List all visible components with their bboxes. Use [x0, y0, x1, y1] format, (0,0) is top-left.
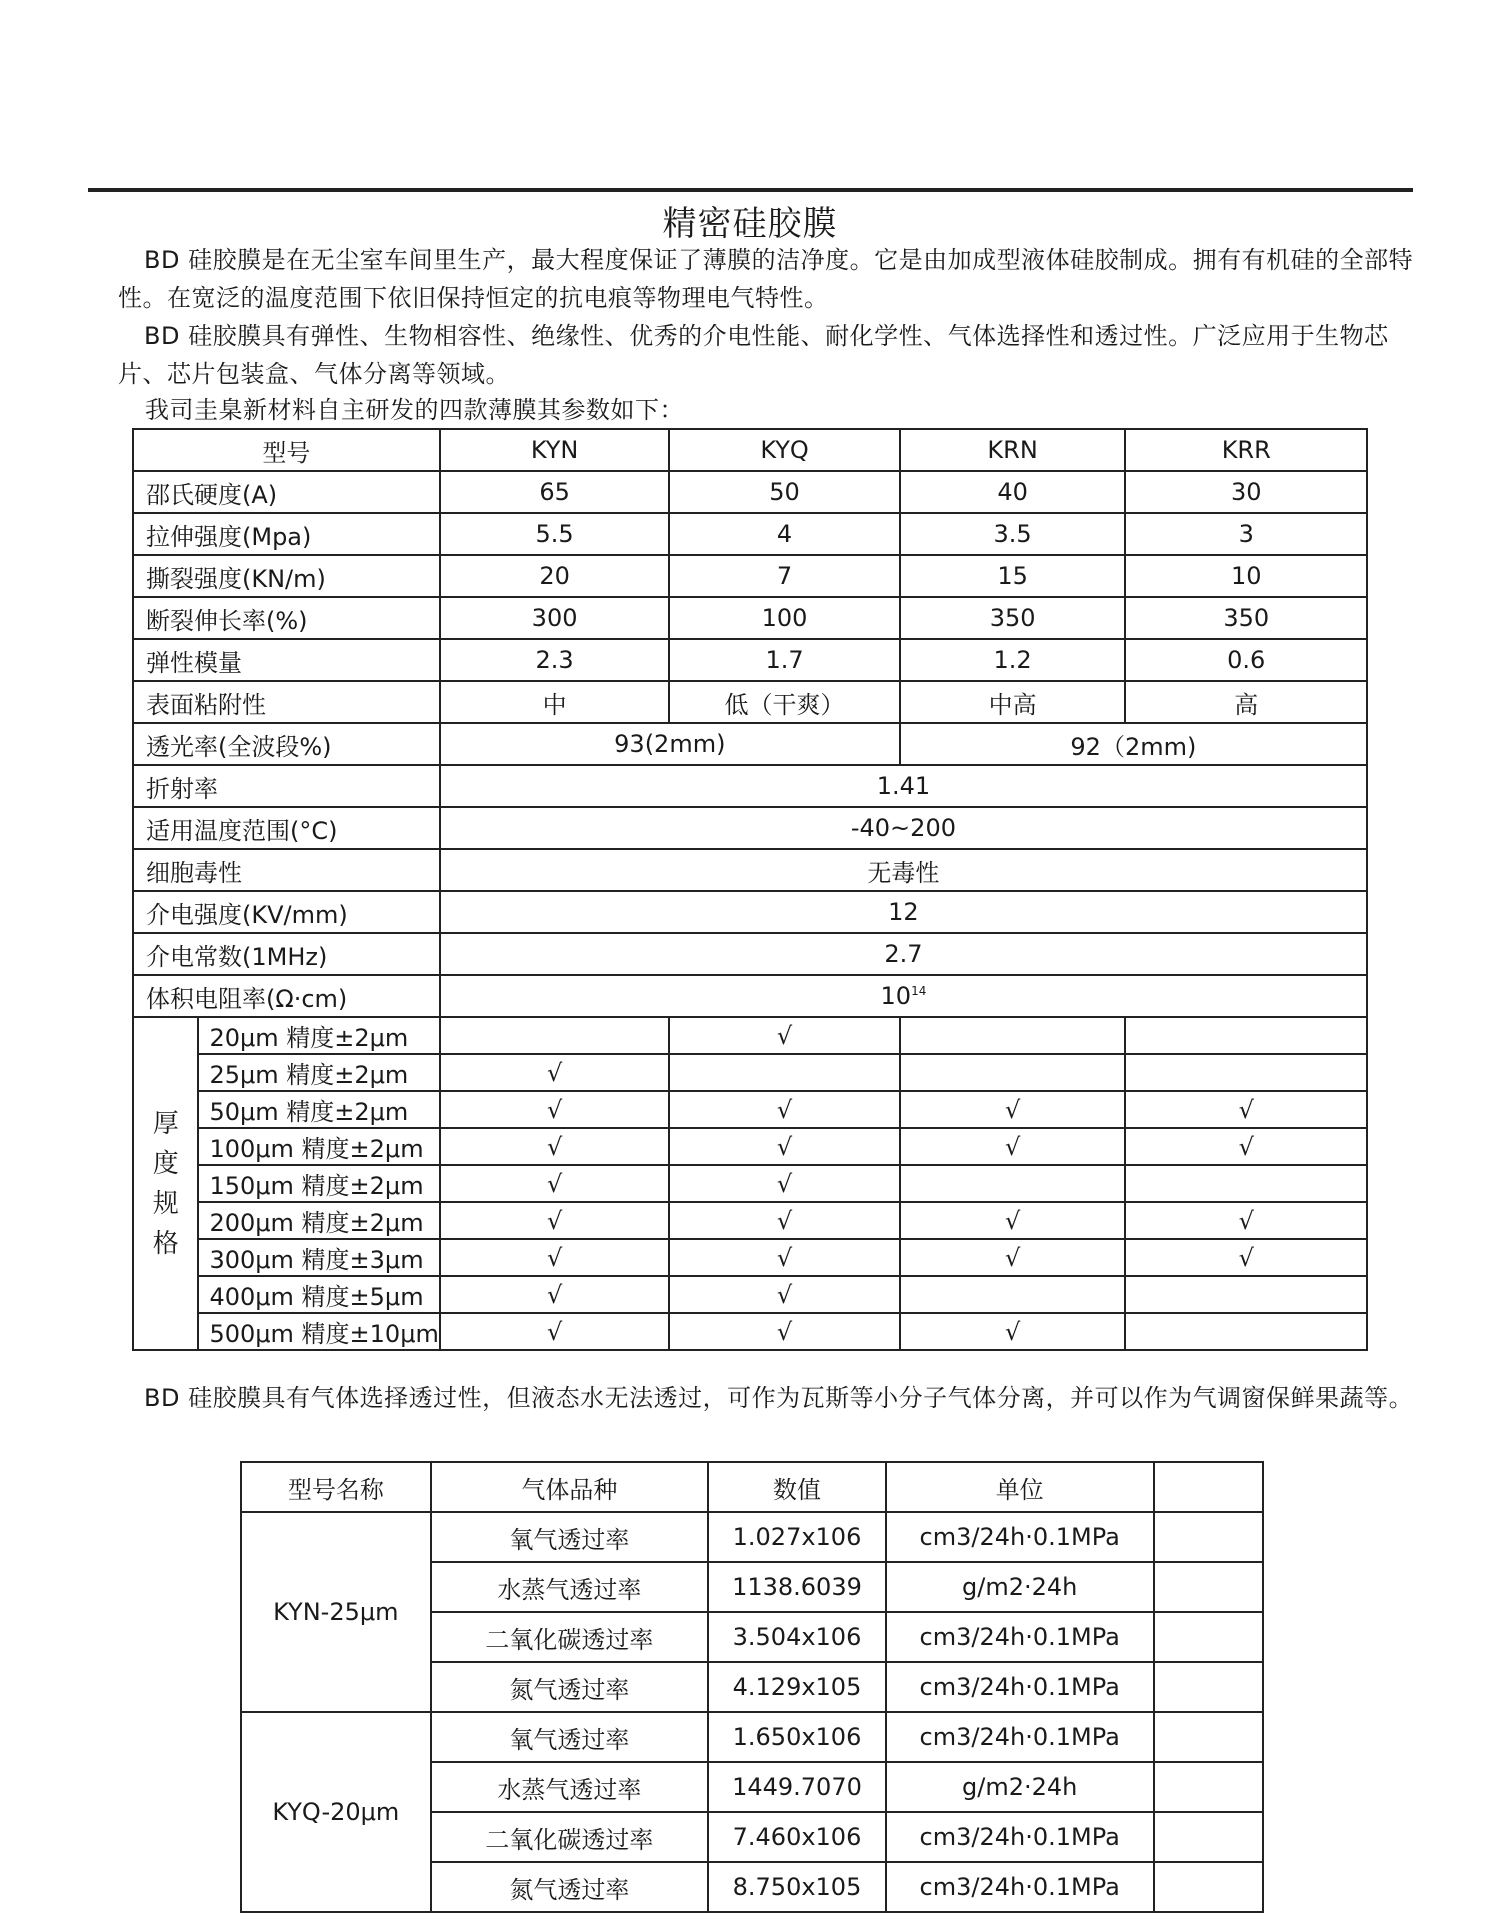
row-label: 细胞毒性 — [133, 849, 440, 891]
thickness-row — [133, 1313, 1367, 1350]
row-label: 介电强度(KV/mm) — [133, 891, 440, 933]
common-row — [133, 807, 1367, 849]
thickness-label: 400μm 精度±5μm — [198, 1276, 439, 1313]
thickness-row — [133, 1239, 1367, 1276]
gas-type-cell: 二氧化碳透过率 — [431, 1812, 708, 1862]
check-mark-cell: √ — [669, 1239, 899, 1276]
thickness-label: 20μm 精度±2μm — [198, 1017, 439, 1054]
intro-paragraph: BD 硅胶膜是在无尘室车间里生产，最大程度保证了薄膜的洁净度。它是由加成型液体硅胶制成。拥有有机硅的全部特性。在宽泛的温度范围下依旧保持恒定的抗电痕等物理电气特性。 — [118, 246, 1414, 312]
thickness-group-char: 度 — [152, 1148, 179, 1179]
check-mark-cell: √ — [1125, 1239, 1367, 1276]
thickness-label: 500μm 精度±10μm — [198, 1313, 439, 1350]
row-label: 邵氏硬度(A) — [133, 471, 440, 513]
empty-cell — [1154, 1712, 1263, 1762]
thickness-row — [133, 1017, 1367, 1054]
header-cell: KYN — [440, 429, 669, 471]
check-mark-cell: √ — [900, 1128, 1126, 1165]
check-mark-cell: √ — [1125, 1128, 1367, 1165]
common-row — [133, 933, 1367, 975]
empty-cell — [1154, 1612, 1263, 1662]
value-cell: 10 — [1125, 555, 1367, 597]
check-mark-cell: √ — [440, 1276, 669, 1313]
gas-type-cell: 氧气透过率 — [431, 1712, 708, 1762]
common-row — [133, 765, 1367, 807]
value-cell: 92（2mm) — [900, 723, 1367, 765]
gas-intro-paragraph: BD 硅胶膜具有气体选择透过性，但液态水无法透过，可作为瓦斯等小分子气体分离，并可以作为气调窗保鲜果蔬等。 — [144, 1384, 1414, 1412]
check-mark-cell: √ — [440, 1165, 669, 1202]
check-mark-cell — [440, 1017, 669, 1054]
check-mark-cell: √ — [669, 1313, 899, 1350]
check-mark-cell: √ — [669, 1165, 899, 1202]
unit-cell: g/m2·24h — [886, 1762, 1154, 1812]
check-mark-cell — [1125, 1165, 1367, 1202]
spec-row — [133, 681, 1367, 723]
value-cell: 100 — [669, 597, 899, 639]
check-mark-cell: √ — [1125, 1202, 1367, 1239]
value-cell: 40 — [900, 471, 1126, 513]
empty-cell — [1154, 1562, 1263, 1612]
value-cell: 350 — [1125, 597, 1367, 639]
header-cell: 型号名称 — [241, 1462, 431, 1512]
value-cell: -40~200 — [440, 807, 1367, 849]
gas-type-cell: 氮气透过率 — [431, 1662, 708, 1712]
thickness-row — [133, 1054, 1367, 1091]
thickness-group-char: 厚 — [152, 1108, 179, 1139]
row-label: 透光率(全波段%) — [133, 723, 440, 765]
model-name-cell: KYN-25μm — [241, 1512, 431, 1712]
check-mark-cell: √ — [440, 1202, 669, 1239]
common-row — [133, 891, 1367, 933]
thickness-label: 50μm 精度±2μm — [198, 1091, 439, 1128]
thickness-row — [133, 1276, 1367, 1313]
check-mark-cell — [1125, 1276, 1367, 1313]
row-label: 拉伸强度(Mpa) — [133, 513, 440, 555]
spec-row — [133, 471, 1367, 513]
spec-row — [133, 513, 1367, 555]
check-mark-cell: √ — [669, 1128, 899, 1165]
value-cell: 1449.7070 — [708, 1762, 886, 1812]
value-cell: 300 — [440, 597, 669, 639]
thickness-row — [133, 1091, 1367, 1128]
value-cell: 中 — [440, 681, 669, 723]
thickness-group-char: 格 — [152, 1228, 179, 1259]
table-lead-text: 我司圭臬新材料自主研发的四款薄膜其参数如下： — [145, 396, 684, 424]
row-label: 撕裂强度(KN/m) — [133, 555, 440, 597]
thickness-label: 150μm 精度±2μm — [198, 1165, 439, 1202]
resistivity-exponent: 14 — [911, 984, 927, 998]
empty-cell — [1154, 1812, 1263, 1862]
value-cell: 高 — [1125, 681, 1367, 723]
resistivity-row — [133, 975, 1367, 1017]
spec-header-row — [133, 429, 1367, 471]
value-cell: 350 — [900, 597, 1126, 639]
check-mark-cell — [1125, 1313, 1367, 1350]
row-label: 适用温度范围(°C) — [133, 807, 440, 849]
value-cell: 4 — [669, 513, 899, 555]
unit-cell: cm3/24h·0.1MPa — [886, 1812, 1154, 1862]
header-cell: KRR — [1125, 429, 1367, 471]
unit-cell: cm3/24h·0.1MPa — [886, 1862, 1154, 1912]
value-cell: 1.027x106 — [708, 1512, 886, 1562]
header-cell: 型号 — [133, 429, 440, 471]
gas-type-cell: 水蒸气透过率 — [431, 1762, 708, 1812]
check-mark-cell: √ — [669, 1202, 899, 1239]
spec-row — [133, 597, 1367, 639]
header-cell: KRN — [900, 429, 1126, 471]
common-row — [133, 849, 1367, 891]
row-label: 表面粘附性 — [133, 681, 440, 723]
value-cell: 1.650x106 — [708, 1712, 886, 1762]
gas-row — [241, 1512, 1263, 1562]
value-cell: 15 — [900, 555, 1126, 597]
resistivity-base: 10 — [880, 982, 912, 1010]
unit-cell: cm3/24h·0.1MPa — [886, 1662, 1154, 1712]
value-cell: 中高 — [900, 681, 1126, 723]
check-mark-cell: √ — [669, 1276, 899, 1313]
value-cell: 无毒性 — [440, 849, 1367, 891]
check-mark-cell — [900, 1165, 1126, 1202]
empty-cell — [1154, 1762, 1263, 1812]
gas-type-cell: 水蒸气透过率 — [431, 1562, 708, 1612]
row-label: 体积电阻率(Ω·cm) — [133, 975, 440, 1017]
value-cell: 1138.6039 — [708, 1562, 886, 1612]
top-rule — [88, 188, 1413, 192]
check-mark-cell: √ — [900, 1239, 1126, 1276]
gas-type-cell: 氮气透过率 — [431, 1862, 708, 1912]
spec-table — [132, 428, 1368, 1351]
unit-cell: cm3/24h·0.1MPa — [886, 1612, 1154, 1662]
value-cell: 1.41 — [440, 765, 1367, 807]
thickness-label: 300μm 精度±3μm — [198, 1239, 439, 1276]
header-cell: 数值 — [708, 1462, 886, 1512]
thickness-row — [133, 1165, 1367, 1202]
value-cell — [440, 975, 1367, 1017]
check-mark-cell: √ — [440, 1091, 669, 1128]
value-cell: 5.5 — [440, 513, 669, 555]
gas-type-cell: 氧气透过率 — [431, 1512, 708, 1562]
value-cell: 0.6 — [1125, 639, 1367, 681]
thickness-label: 25μm 精度±2μm — [198, 1054, 439, 1091]
application-paragraph: BD 硅胶膜具有弹性、生物相容性、绝缘性、优秀的介电性能、耐化学性、气体选择性和透过性。广泛应用于生物芯片、芯片包装盒、气体分离等领域。 — [118, 322, 1389, 388]
check-mark-cell: √ — [669, 1017, 899, 1054]
check-mark-cell — [900, 1054, 1126, 1091]
thickness-row — [133, 1202, 1367, 1239]
value-cell: 2.7 — [440, 933, 1367, 975]
value-cell: 2.3 — [440, 639, 669, 681]
unit-cell: cm3/24h·0.1MPa — [886, 1712, 1154, 1762]
row-label: 折射率 — [133, 765, 440, 807]
check-mark-cell — [1125, 1054, 1367, 1091]
spec-row — [133, 639, 1367, 681]
unit-cell: cm3/24h·0.1MPa — [886, 1512, 1154, 1562]
empty-cell — [1154, 1862, 1263, 1912]
value-cell: 7 — [669, 555, 899, 597]
value-cell: 20 — [440, 555, 669, 597]
header-cell — [1154, 1462, 1263, 1512]
empty-cell — [1154, 1512, 1263, 1562]
value-cell: 8.750x105 — [708, 1862, 886, 1912]
check-mark-cell: √ — [1125, 1091, 1367, 1128]
check-mark-cell: √ — [440, 1054, 669, 1091]
row-label: 弹性模量 — [133, 639, 440, 681]
value-cell: 3.504x106 — [708, 1612, 886, 1662]
spec-row — [133, 555, 1367, 597]
value-cell: 50 — [669, 471, 899, 513]
header-cell: KYQ — [669, 429, 899, 471]
check-mark-cell: √ — [440, 1128, 669, 1165]
value-cell: 7.460x106 — [708, 1812, 886, 1862]
value-cell: 1.7 — [669, 639, 899, 681]
row-label: 断裂伸长率(%) — [133, 597, 440, 639]
header-cell: 气体品种 — [431, 1462, 708, 1512]
model-name-cell: KYQ-20μm — [241, 1712, 431, 1912]
gas-row — [241, 1712, 1263, 1762]
check-mark-cell: √ — [900, 1091, 1126, 1128]
check-mark-cell: √ — [900, 1202, 1126, 1239]
check-mark-cell — [900, 1017, 1126, 1054]
value-cell: 1.2 — [900, 639, 1126, 681]
thickness-label: 200μm 精度±2μm — [198, 1202, 439, 1239]
thickness-label: 100μm 精度±2μm — [198, 1128, 439, 1165]
value-cell: 65 — [440, 471, 669, 513]
gas-type-cell: 二氧化碳透过率 — [431, 1612, 708, 1662]
check-mark-cell: √ — [440, 1313, 669, 1350]
check-mark-cell: √ — [669, 1091, 899, 1128]
unit-cell: g/m2·24h — [886, 1562, 1154, 1612]
value-cell: 3.5 — [900, 513, 1126, 555]
check-mark-cell: √ — [900, 1313, 1126, 1350]
empty-cell — [1154, 1662, 1263, 1712]
value-cell: 3 — [1125, 513, 1367, 555]
value-cell: 低（干爽） — [669, 681, 899, 723]
check-mark-cell: √ — [440, 1239, 669, 1276]
thickness-row — [133, 1128, 1367, 1165]
check-mark-cell — [669, 1054, 899, 1091]
value-cell: 93(2mm) — [440, 723, 900, 765]
header-cell: 单位 — [886, 1462, 1154, 1512]
check-mark-cell — [1125, 1017, 1367, 1054]
row-label: 介电常数(1MHz) — [133, 933, 440, 975]
thickness-group-char: 规 — [152, 1188, 179, 1219]
check-mark-cell — [900, 1276, 1126, 1313]
value-cell: 12 — [440, 891, 1367, 933]
gas-permeability-table — [240, 1461, 1264, 1913]
value-cell: 4.129x105 — [708, 1662, 886, 1712]
transmittance-row — [133, 723, 1367, 765]
thickness-group-label — [133, 1017, 198, 1350]
gas-header-row — [241, 1462, 1263, 1512]
page-title: 精密硅胶膜 — [662, 204, 838, 244]
value-cell: 30 — [1125, 471, 1367, 513]
